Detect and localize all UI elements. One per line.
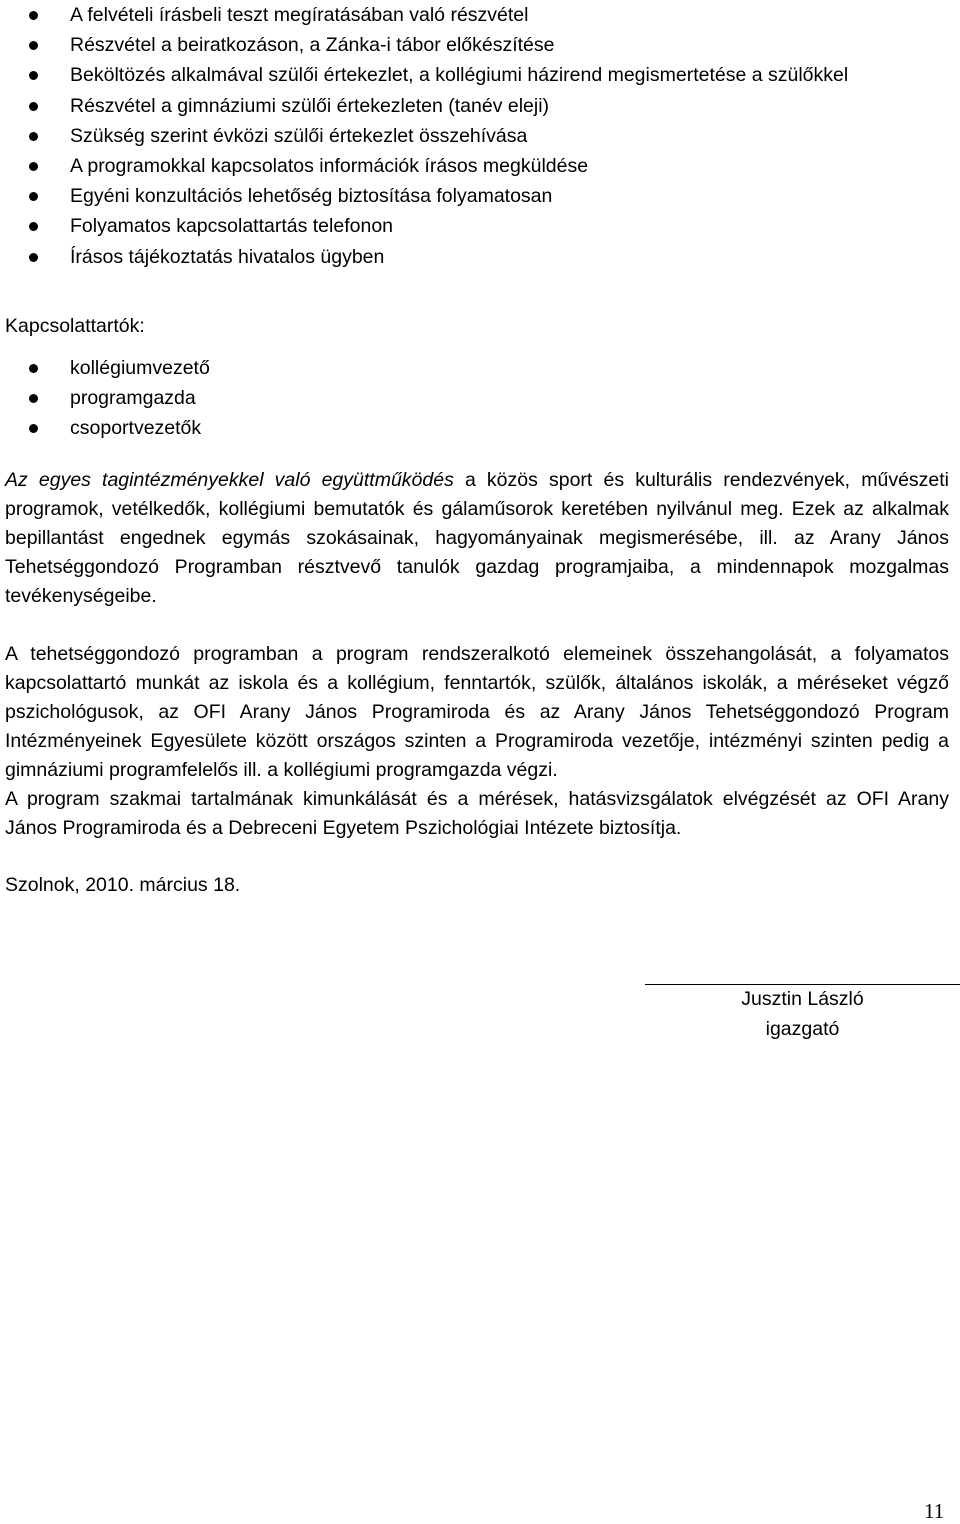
- bullet-icon: [29, 364, 38, 373]
- contact-item: [0, 353, 210, 383]
- cooperation-paragraph-italic: Az egyes tagintézményekkel való együttműködés: [5, 469, 454, 491]
- bullet-icon: [29, 11, 38, 20]
- professional-content-paragraph: A program szakmai tartalmának kimunkálását és a mérések, hatásvizsgálatok elvégzését az OFI Arany János Programiroda és a Debreceni Egyetem Pszichológiai Intézete biztosítja.: [5, 788, 949, 839]
- list-item: [0, 181, 848, 211]
- list-item: [0, 121, 848, 151]
- contacts-list: [0, 353, 210, 444]
- list-item: [0, 211, 848, 241]
- parent-cooperation-list: [0, 0, 848, 272]
- list-item: [0, 151, 848, 181]
- list-item: [0, 0, 848, 30]
- bullet-icon: [29, 394, 38, 403]
- bullet-icon: [29, 162, 38, 171]
- bullet-icon: [29, 102, 38, 111]
- list-item-text: Folyamatos kapcsolattartás telefonon: [70, 215, 394, 238]
- bullet-icon: [29, 132, 38, 141]
- bullet-icon: [29, 253, 38, 262]
- list-item-text: kollégiumvezető: [70, 357, 210, 379]
- place-and-date: Szolnok, 2010. március 18.: [5, 874, 241, 896]
- list-item: [0, 30, 848, 60]
- list-item-text: Szükség szerint évközi szülői értekezlet összehívása: [70, 124, 528, 147]
- signatory-name: Jusztin László: [741, 988, 864, 1010]
- contact-item: [0, 383, 210, 413]
- contacts-label: Kapcsolattartók:: [5, 315, 145, 337]
- list-item: [0, 242, 848, 272]
- bullet-icon: [29, 71, 38, 80]
- contact-item: [0, 413, 210, 443]
- bullet-icon: [29, 192, 38, 201]
- list-item-text: A programokkal kapcsolatos információk írásos megküldése: [70, 154, 589, 177]
- list-item-text: Részvétel a gimnáziumi szülői értekezleten (tanév eleji): [70, 94, 550, 117]
- page-number: 11: [924, 1499, 945, 1523]
- list-item-text: programgazda: [70, 387, 196, 410]
- list-item-text: Írásos tájékoztatás hivatalos ügyben: [70, 245, 385, 268]
- coordination-paragraph: A tehetséggondozó programban a program rendszeralkotó elemeinek összehangolását, a folyamatos kapcsolattartó munkát az iskola és a kollégium, fenntartók, szülők, általános iskolák, a méréseket végző pszichológusok, az OFI Arany János Programiroda és az Arany János Tehetséggondozó Program Intézményeinek Egyesülete között országos szinten a Programiroda vezetője, intézményi szinten pedig a gimnáziumi programfelelős ill. a kollégiumi programgazda végzi.: [5, 643, 949, 781]
- list-item: [0, 60, 848, 90]
- list-item: [0, 91, 848, 121]
- list-item-text: Beköltözés alkalmával szülői értekezlet, a kollégiumi házirend megismertetése a szülőkkel: [70, 64, 849, 87]
- bullet-icon: [29, 424, 38, 433]
- list-item-text: csoportvezetők: [70, 417, 202, 440]
- cooperation-paragraph: [5, 466, 949, 611]
- signatory-title: igazgató: [765, 1018, 840, 1040]
- list-item-text: A felvételi írásbeli teszt megíratásában való részvétel: [70, 4, 529, 26]
- bullet-icon: [29, 41, 38, 50]
- bullet-icon: [29, 222, 38, 231]
- list-item-text: Egyéni konzultációs lehetőség biztosítása folyamatosan: [70, 185, 553, 208]
- list-item-text: Részvétel a beiratkozáson, a Zánka-i tábor előkészítése: [70, 34, 555, 57]
- cooperation-paragraph-text: a közös sport és kulturális rendezvények, művészeti programok, vetélkedők, kollégiumi bemutatók és gálaműsorok keretében nyilvánul meg. Ezek az alkalmak bepillantást engednek egymás szokásainak, hagyományainak megismerésébe, ill. az Arany János Tehetséggondozó Programban résztvevő tanulók gazdag programjaiba, a mindennapok mozgalmas tevékenységeibe.: [5, 469, 950, 607]
